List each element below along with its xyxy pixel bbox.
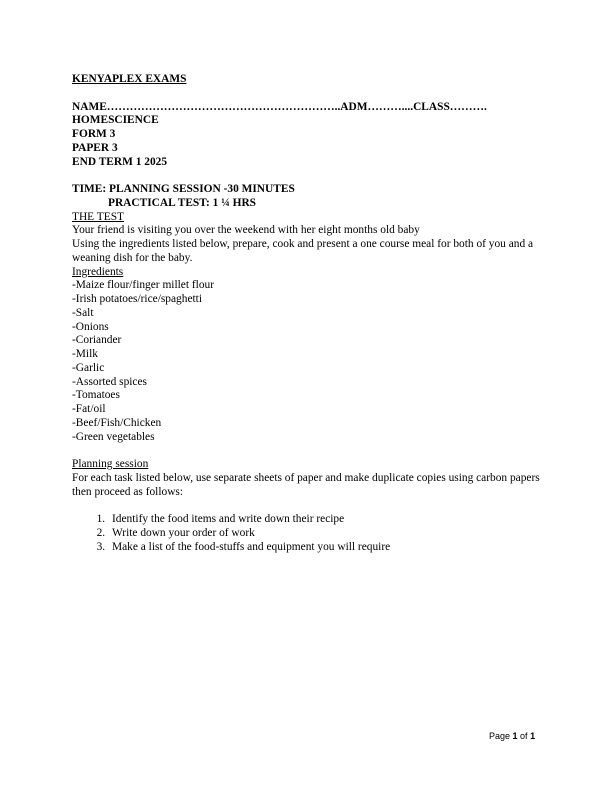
ingredient-item: -Green vegetables <box>72 430 155 443</box>
ingredients-heading: Ingredients <box>72 265 124 278</box>
ingredient-item: -Milk <box>72 348 98 360</box>
name-adm-class-line: NAME……………………………………………………..ADM………....CLASS………. <box>72 100 487 113</box>
test-heading: THE TEST <box>72 210 124 223</box>
total-pages: 1 <box>530 731 536 741</box>
ingredient-item: -Salt <box>72 306 94 319</box>
document-body <box>72 73 542 554</box>
subject: HOMESCIENCE <box>72 114 159 127</box>
of-label: of <box>517 731 531 741</box>
school-title: KENYAPLEX EXAMS <box>72 73 187 85</box>
page-label: Page <box>489 731 513 741</box>
ingredient-item: -Maize flour/finger millet flour <box>72 279 215 292</box>
term: END TERM 1 2025 <box>72 155 168 168</box>
test-line: Using the ingredients listed below, prepare, cook and present a one course meal for both of you and a weaning dish for the baby. <box>72 238 534 264</box>
ingredient-item: -Irish potatoes/rice/spaghetti <box>72 293 203 305</box>
ingredient-item: -Garlic <box>72 361 105 374</box>
planning-heading: Planning session <box>72 458 149 470</box>
task-item: 1. Identify the food items and write down their recipe <box>108 513 542 527</box>
task-list <box>72 513 542 554</box>
page-number <box>489 731 535 741</box>
time-practical: PRACTICAL TEST: 1 ¼ HRS <box>108 196 257 209</box>
task-item: 3. Make a list of the food-stuffs and equipment you will require <box>108 541 542 555</box>
ingredient-item: -Onions <box>72 320 109 333</box>
ingredient-item: -Beef/Fish/Chicken <box>72 416 162 429</box>
time-planning: TIME: PLANNING SESSION -30 MINUTES <box>72 183 295 195</box>
form: FORM 3 <box>72 128 116 140</box>
ingredient-item: -Tomatoes <box>72 389 120 402</box>
ingredient-item: -Coriander <box>72 334 122 347</box>
current-page: 1 <box>512 731 518 741</box>
task-item: 2. Write down your order of work <box>108 527 542 541</box>
ingredients-list <box>72 279 542 444</box>
test-line: Your friend is visiting you over the weekend with her eight months old baby <box>72 224 420 237</box>
paper: PAPER 3 <box>72 141 118 154</box>
ingredient-item: -Assorted spices <box>72 375 147 388</box>
planning-intro: For each task listed below, use separate sheets of paper and make duplicate copies using carbon papers then proceed as follows: <box>72 471 540 498</box>
ingredient-item: -Fat/oil <box>72 403 106 415</box>
